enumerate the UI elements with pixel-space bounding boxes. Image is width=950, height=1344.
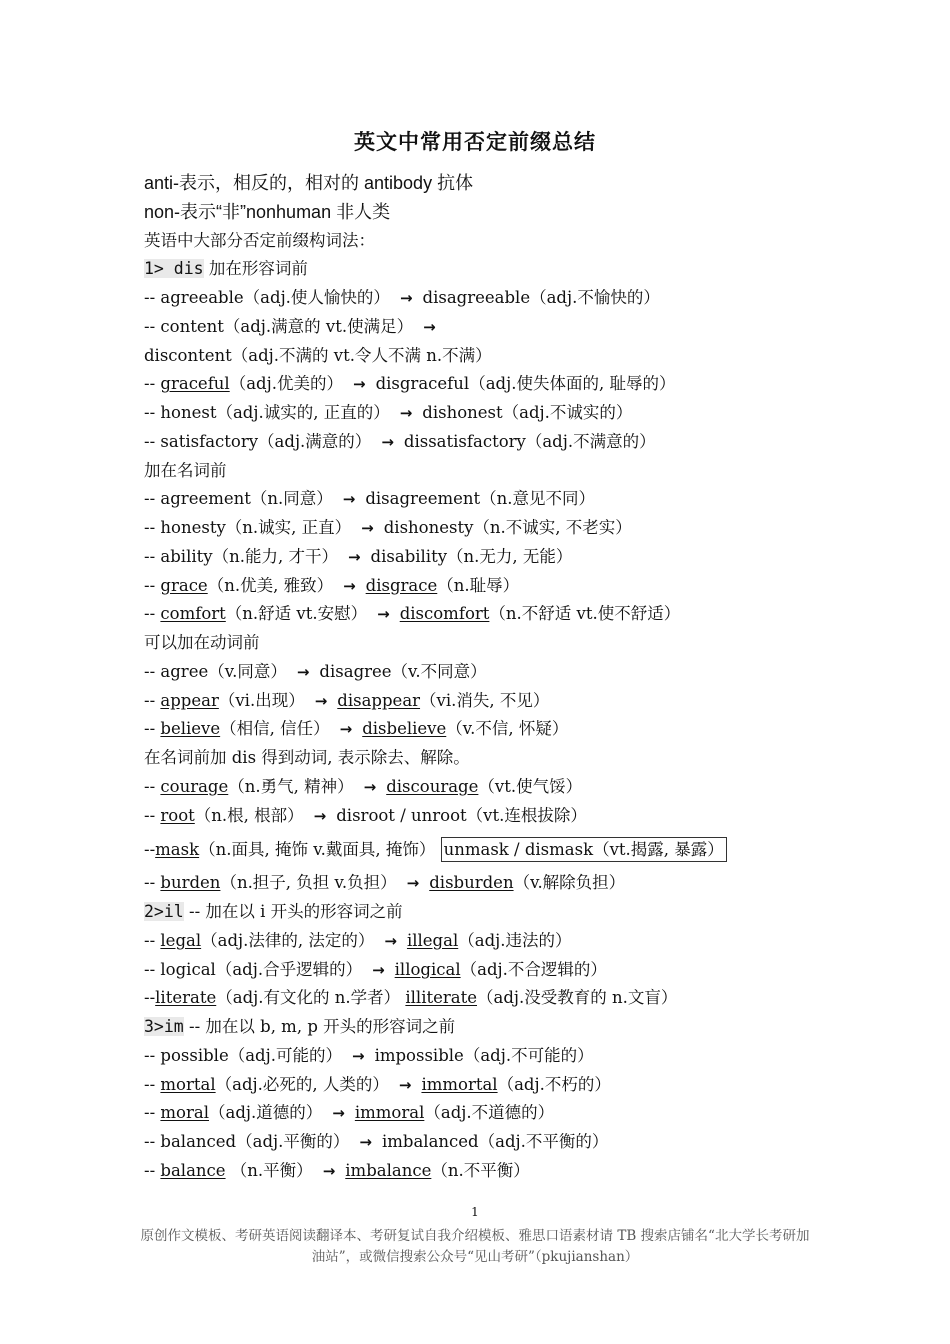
word-pair-line <box>144 543 824 572</box>
base-definition: （adj.优美的） <box>229 374 343 394</box>
line-dash: -- <box>144 1160 161 1180</box>
line-dash: -- <box>144 546 161 566</box>
line-text: 加在形容词前 <box>203 259 308 279</box>
text-line <box>144 457 824 486</box>
negated-word: discomfort <box>399 604 490 624</box>
base-word: moral <box>160 1103 209 1123</box>
word-pair-line <box>144 428 824 457</box>
arrow-icon: → <box>398 1075 412 1094</box>
arrow-icon: → <box>347 547 361 566</box>
line-text: discontent（adj.不满的 vt.令人不满 n.不满） <box>144 345 492 365</box>
line-dash: -- <box>144 431 161 451</box>
arrow-icon: → <box>339 720 353 739</box>
word-pair-line <box>144 687 824 716</box>
negated-definition: （adj.不合逻辑的） <box>460 959 607 979</box>
base-word: literate <box>155 988 217 1008</box>
negated-definition: （n.不诚实, 不老实） <box>473 518 632 537</box>
base-definition: （n.平衡） <box>225 1160 313 1180</box>
line-dash: -- <box>144 288 161 307</box>
line-text: -- 加在以 b, m, p 开头的形容词之前 <box>183 1017 456 1036</box>
negated-definition: （v.解除负担） <box>513 873 626 893</box>
negated-word: imbalanced <box>381 1132 479 1151</box>
section-heading <box>144 255 824 284</box>
line-dash: -- <box>144 374 161 394</box>
base-word: logical <box>160 959 216 979</box>
word-pair-line <box>144 773 824 802</box>
base-word: balance <box>160 1160 226 1180</box>
negated-word: disbelieve <box>362 719 447 739</box>
line-dash: -- <box>144 489 161 509</box>
arrow-icon: → <box>342 490 356 509</box>
arrow-icon: → <box>406 874 420 893</box>
negated-definition: （vt.连根拔除） <box>466 805 587 825</box>
negated-definition: （n.不平衡） <box>431 1160 530 1180</box>
line-dash: -- <box>144 776 161 796</box>
arrow-icon: → <box>352 375 366 394</box>
word-pair-line <box>144 927 824 956</box>
line-text: 可以加在动词前 <box>144 633 260 652</box>
negated-definition: （adj.不朽的） <box>497 1074 611 1094</box>
word-pair-line <box>144 370 824 399</box>
word-pair-line <box>144 956 824 985</box>
negated-word: disgraceful <box>375 374 470 394</box>
word-pair-line <box>144 869 824 898</box>
line-dash: -- <box>144 959 161 979</box>
base-word: courage <box>160 776 229 796</box>
negated-word: disroot / unroot <box>336 805 467 825</box>
negated-word: discourage <box>386 776 479 796</box>
base-word: mortal <box>160 1074 216 1094</box>
base-word: honesty <box>160 518 226 537</box>
base-definition: （n.勇气, 精神） <box>228 776 354 796</box>
base-definition: （n.根, 根部） <box>194 805 304 825</box>
line-dash: -- <box>144 988 156 1008</box>
negated-word: immoral <box>354 1103 425 1123</box>
negated-word: disburden <box>429 873 514 893</box>
prefix-label: 2>il <box>144 902 184 921</box>
negated-word: disagreement <box>365 489 481 509</box>
arrow-icon: → <box>322 1161 336 1180</box>
negated-word: dishonesty <box>383 518 474 537</box>
base-definition: （adj.诚实的, 正直的） <box>216 403 390 422</box>
negated-word: illogical <box>394 959 461 979</box>
base-word: agree <box>160 661 209 681</box>
base-word: content <box>160 316 224 336</box>
negated-definition: （adj.没受教育的 n.文盲） <box>477 988 678 1008</box>
page-number: 1 <box>471 1205 479 1219</box>
footer-note: 原创作文模板、考研英语阅读翻译本、考研复试自我介绍模板、雅思口语素材请 TB 搜索店铺名“北大学长考研加油站”，或微信搜索公众号“见山考研”（pkujianshan） <box>140 1228 810 1265</box>
negated-word: immortal <box>421 1074 498 1094</box>
word-pair-line <box>144 1099 824 1128</box>
line-dash: -- <box>144 575 161 595</box>
negated-definition: （n.耻辱） <box>437 575 520 595</box>
negated-definition: （adj.不愉快的） <box>530 288 660 307</box>
negated-word: disagreeable <box>422 288 531 307</box>
boxed-negated-entry: unmask / dismask（vt.揭露, 暴露） <box>441 837 727 862</box>
negated-definition: （adj.不平衡的） <box>478 1132 609 1151</box>
line-dash: -- <box>144 840 156 860</box>
base-definition: （n.面具, 掩饰 v.戴面具, 掩饰） <box>199 840 436 860</box>
base-definition: （adj.满意的 vt.使满足） <box>223 316 414 336</box>
negated-word: imbalance <box>345 1160 432 1180</box>
negated-definition: （vi.消失, 不见） <box>420 690 550 710</box>
base-word: grace <box>160 575 208 595</box>
line-text: 加在名词前 <box>144 460 227 480</box>
word-pair-line <box>144 658 824 687</box>
base-word: burden <box>160 873 221 893</box>
prefix-label: 1> dis <box>144 259 204 279</box>
base-definition: （n.同意） <box>250 489 333 509</box>
line-dash: -- <box>144 403 161 422</box>
line-dash: -- <box>144 518 161 537</box>
base-word: possible <box>160 1045 229 1065</box>
arrow-icon: → <box>296 662 310 681</box>
word-pair-line <box>144 802 824 831</box>
base-definition: （adj.使人愉快的） <box>243 288 390 307</box>
text-line <box>144 169 824 198</box>
word-pair-line <box>144 715 824 744</box>
spacer <box>435 840 440 859</box>
base-word: balanced <box>160 1132 237 1151</box>
word-pair-line <box>144 600 824 629</box>
negated-word: dishonest <box>422 403 503 422</box>
base-definition: （相信, 信任） <box>220 719 330 739</box>
base-word: satisfactory <box>160 431 259 451</box>
line-text: anti-表示，相反的，相对的 antibody 抗体 <box>144 173 474 193</box>
arrow-icon: → <box>313 806 327 825</box>
base-definition: （n.诚实, 正直） <box>225 518 352 537</box>
page-title: 英文中常用否定前缀总结 <box>354 129 596 154</box>
line-dash: -- <box>144 1045 161 1065</box>
negated-definition: （vt.使气馁） <box>478 776 583 796</box>
text-line <box>144 227 824 256</box>
base-definition: （n.优美, 雅致） <box>207 575 334 595</box>
line-text: 英语中大部分否定前缀构词法： <box>144 230 375 250</box>
section-heading <box>144 1013 824 1042</box>
base-word: graceful <box>160 374 230 394</box>
negated-definition: （adj.不道德的） <box>424 1103 555 1123</box>
base-definition: （adj.合乎逻辑的） <box>215 959 363 979</box>
negated-definition: （adj.不可能的） <box>463 1045 594 1065</box>
document-body <box>144 169 824 1186</box>
arrow-icon: → <box>381 432 394 451</box>
line-dash: -- <box>144 1132 161 1151</box>
base-word: honest <box>160 403 217 422</box>
line-dash: -- <box>144 661 161 681</box>
arrow-icon: → <box>384 931 397 950</box>
line-dash: -- <box>144 719 161 739</box>
base-definition: （adj.必死的, 人类的） <box>215 1074 389 1094</box>
negated-word: disagree <box>319 661 392 681</box>
line-dash: -- <box>144 316 161 336</box>
base-word: comfort <box>160 604 226 624</box>
base-definition: （vi.出现） <box>218 690 305 710</box>
word-pair-line <box>144 284 824 313</box>
base-definition: （adj.法律的, 法定的） <box>201 930 375 950</box>
negated-definition: （adj.不诚实的） <box>502 403 633 422</box>
negated-definition: （n.意见不同） <box>480 489 596 509</box>
arrow-icon: → <box>372 960 385 979</box>
arrow-icon: → <box>314 691 328 710</box>
base-word: appear <box>160 690 219 710</box>
line-dash: -- <box>144 690 161 710</box>
word-pair-line <box>144 1042 824 1071</box>
negated-word: illegal <box>406 930 459 950</box>
word-pair-line <box>144 485 824 514</box>
word-pair-line <box>144 313 824 342</box>
negated-definition: （v.不同意） <box>391 661 487 681</box>
negated-word: illiterate <box>405 988 477 1008</box>
arrow-icon: → <box>343 576 356 595</box>
negated-word: impossible <box>374 1045 464 1065</box>
negated-word: disappear <box>337 690 421 710</box>
negated-definition: （adj.使失体面的, 耻辱的） <box>469 374 676 394</box>
line-text: non-表示“非”nonhuman 非人类 <box>144 201 391 222</box>
text-line <box>144 744 824 773</box>
section-heading <box>144 898 824 927</box>
word-pair-line <box>144 399 824 428</box>
base-definition: （n.能力, 才干） <box>212 546 338 566</box>
word-pair-line <box>144 1157 824 1186</box>
base-definition: （adj.有文化的 n.学者） <box>216 988 401 1008</box>
word-pair-line <box>144 514 824 543</box>
line-dash: -- <box>144 1074 161 1094</box>
word-pair-line <box>144 830 824 869</box>
base-definition: （v.同意） <box>208 661 287 681</box>
arrow-icon: → <box>332 1104 345 1123</box>
arrow-icon: → <box>399 404 413 422</box>
base-definition: （n.舒适 vt.安慰） <box>225 604 368 624</box>
line-dash: -- <box>144 805 161 825</box>
negated-word: disability <box>370 546 448 566</box>
base-word: root <box>160 805 195 825</box>
prefix-label: 3>im <box>144 1017 184 1036</box>
base-definition: （n.担子, 负担 v.负担） <box>220 873 397 893</box>
negated-definition: （n.不舒适 vt.使不舒适） <box>489 604 681 624</box>
line-dash: -- <box>144 604 161 624</box>
word-pair-line <box>144 1128 824 1157</box>
line-dash: -- <box>144 930 161 950</box>
negated-definition: （n.无力, 无能） <box>447 546 573 566</box>
base-definition: （adj.满意的） <box>258 431 372 451</box>
negated-definition: （adj.不满意的） <box>525 431 656 451</box>
negated-word: dissatisfactory <box>403 431 526 451</box>
base-word: believe <box>160 719 221 739</box>
line-dash: -- <box>144 1103 161 1123</box>
arrow-icon: → <box>363 777 377 796</box>
base-definition: （adj.平衡的） <box>236 1132 350 1151</box>
negated-word: disgrace <box>365 575 438 595</box>
base-definition: （adj.道德的） <box>209 1103 323 1123</box>
word-pair-line <box>144 572 824 601</box>
arrow-icon: → <box>377 605 390 624</box>
text-line <box>144 629 824 658</box>
arrow-icon: → <box>423 317 436 336</box>
base-definition: （adj.可能的） <box>228 1045 342 1065</box>
text-line <box>144 198 824 227</box>
word-pair-line <box>144 1071 824 1100</box>
arrow-icon: → <box>399 289 413 307</box>
base-word: legal <box>160 930 202 950</box>
base-word: ability <box>160 546 213 566</box>
line-text: 在名词前加 dis 得到动词, 表示除去、解除。 <box>144 748 470 767</box>
base-word: mask <box>155 840 200 860</box>
arrow-icon: → <box>361 519 374 537</box>
arrow-icon: → <box>351 1046 365 1065</box>
base-word: agreeable <box>160 288 244 307</box>
word-pair-line <box>144 984 824 1013</box>
arrow-icon: → <box>359 1133 372 1151</box>
line-text: -- 加在以 i 开头的形容词之前 <box>183 902 403 921</box>
text-line <box>144 342 824 371</box>
negated-definition: （v.不信, 怀疑） <box>446 719 569 739</box>
base-word: agreement <box>160 489 251 509</box>
line-dash: -- <box>144 873 161 893</box>
negated-definition: （adj.违法的） <box>458 930 572 950</box>
